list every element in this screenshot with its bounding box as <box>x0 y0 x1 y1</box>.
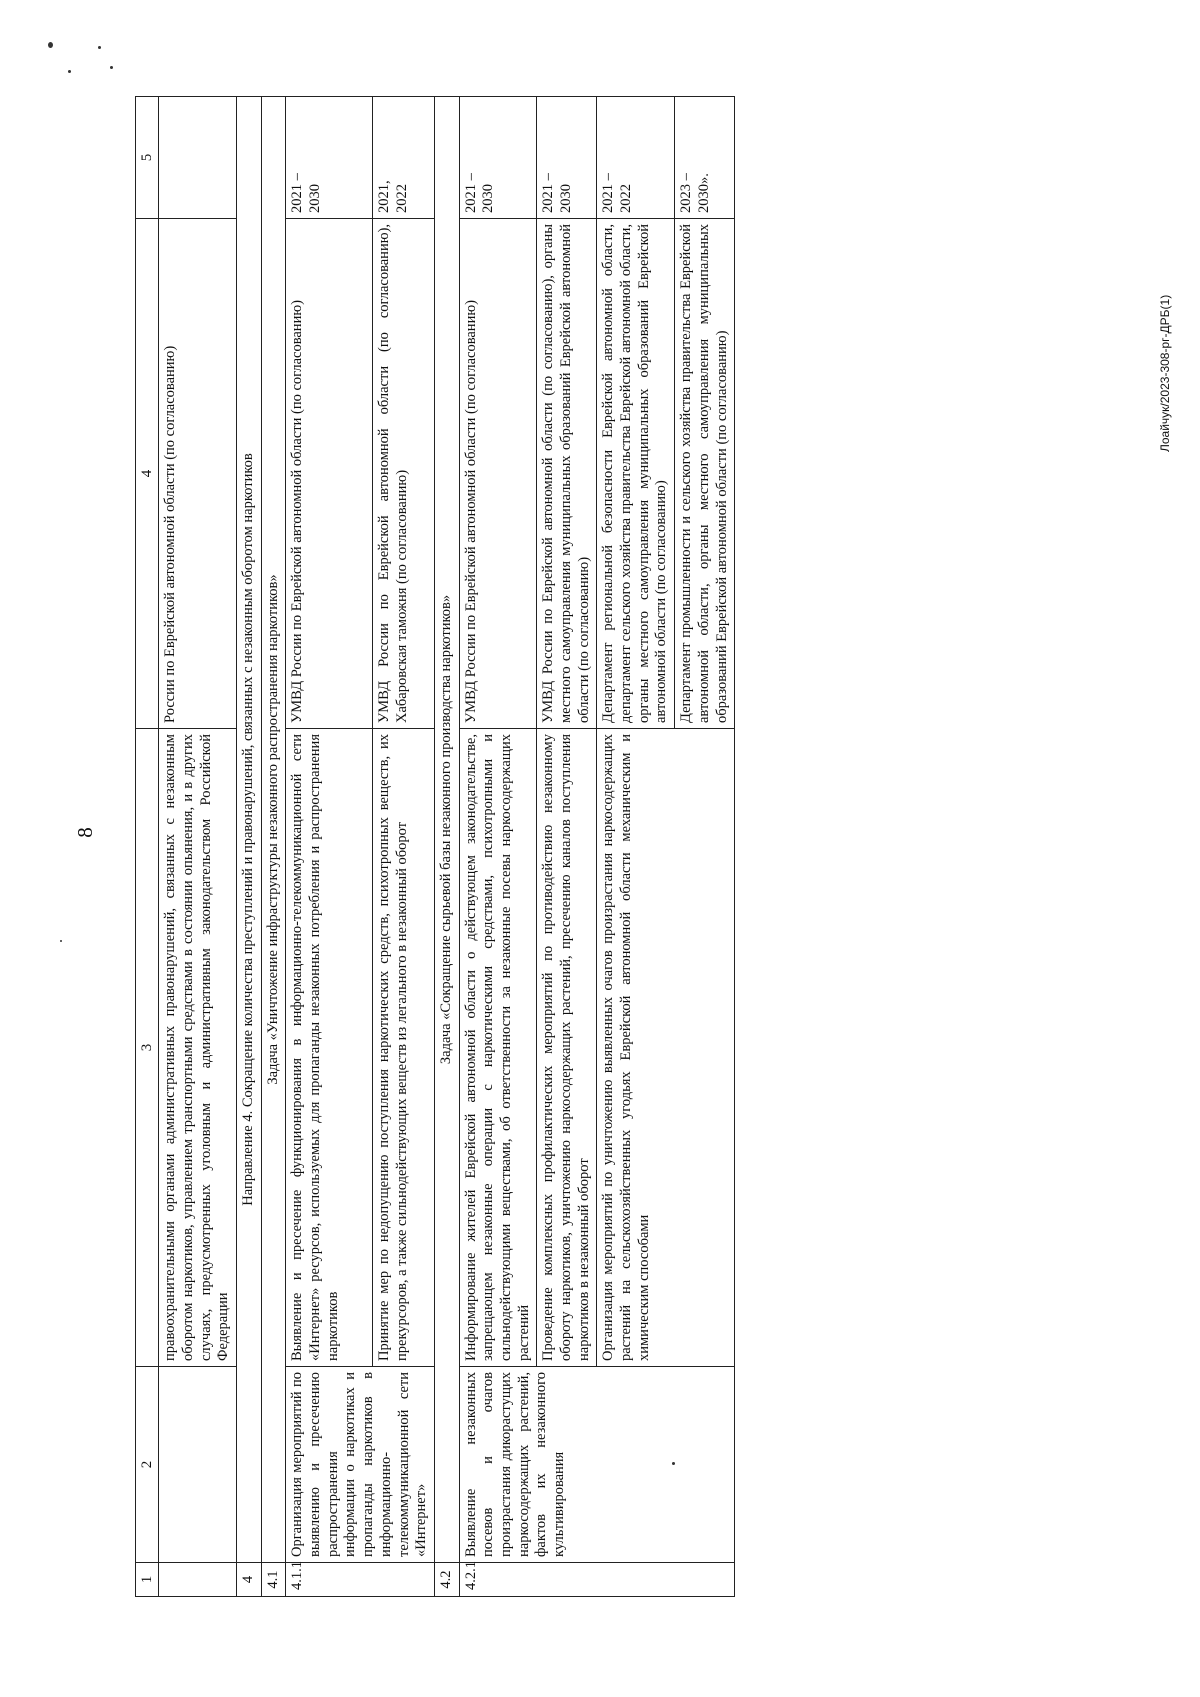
header-col-1: 1 <box>136 1563 159 1597</box>
empty-cell <box>159 1563 237 1597</box>
item-years: 2023 – 2030». <box>675 97 735 219</box>
item-name: Выявление незаконных посевов и очагов произрастания дикорастущих наркосодержащих растений, фактов их незаконного культивирования <box>459 1367 735 1563</box>
item-years: 2021, 2022 <box>373 97 434 219</box>
item-executor: УМВД России по Еврейской автономной области (по согласованию), органы местного самоуправления муниципальных образований Еврейской автономной области (по согласованию) <box>537 219 597 729</box>
item-measure: Принятие мер по недопущению поступления наркотических средств, психотропных веществ, их прекурсоров, а также сильнодействующих веществ из легального в незаконный оборот <box>373 729 434 1367</box>
item-name: Организация мероприятий по выявлению и пресечению распространения информации о наркотиках и пропаганды наркотиков в информационно-телекоммуникационной сети «Интернет» <box>286 1367 435 1563</box>
scan-speck <box>98 46 101 49</box>
scan-speck <box>60 940 62 942</box>
item-measure: Организация мероприятий по уничтожению выявленных очагов произрастания наркосодержащих растений на сельскохозяйственных угодьях Еврейской автономной области механическим и химическим способами <box>597 729 735 1367</box>
task-row <box>261 97 286 1597</box>
task-title: Задача «Сокращение сырьевой базы незаконного производства наркотиков» <box>434 97 459 1563</box>
measures-table <box>135 96 735 1597</box>
item-years: 2021 – 2022 <box>597 97 675 219</box>
header-row <box>136 97 159 1597</box>
header-col-4: 4 <box>136 219 159 729</box>
empty-cell <box>159 97 237 219</box>
item-executor: УМВД России по Еврейской автономной области (по согласованию), Хабаровская таможня (по согласованию) <box>373 219 434 729</box>
footer-code: Лоайчук/2023-308-рг-ДРБ(1) <box>1158 294 1172 452</box>
item-row <box>459 97 537 1597</box>
item-executor: УМВД России по Еврейской автономной области (по согласованию) <box>459 219 537 729</box>
header-col-5: 5 <box>136 97 159 219</box>
header-col-3: 3 <box>136 729 159 1367</box>
item-row <box>286 97 373 1597</box>
header-col-2: 2 <box>136 1367 159 1563</box>
item-years: 2021 – 2030 <box>459 97 537 219</box>
task-title: Задача «Уничтожение инфраструктуры незаконного распространения наркотиков» <box>261 97 286 1563</box>
scan-speck <box>110 66 113 69</box>
item-measure: Выявление и пресечение функционирования в информационно-телекоммуникационной сети «Интернет» ресурсов, используемых для пропаганды незаконных потребления и распространения наркотиков <box>286 729 373 1367</box>
scan-speck <box>68 70 71 73</box>
item-measure: Информирование жителей Еврейской автономной области о действующем законодательстве, запрещающем незаконные операции с наркотическими средствами, психотропными и сильнодействующими веществами, об ответственности за незаконные посевы наркосодержащих растений <box>459 729 537 1367</box>
item-years: 2021 – 2030 <box>537 97 597 219</box>
item-years: 2021 – 2030 <box>286 97 373 219</box>
continuation-row <box>159 97 237 1597</box>
item-num: 4.1.1 <box>286 1563 435 1597</box>
item-executor: Департамент региональной безопасности Еврейской автономной области, департамент сельского хозяйства правительства Еврейской автономной области, органы местного самоуправления муниципальных образований Еврейской автономной области (по согласованию) <box>597 219 675 729</box>
scan-speck <box>48 42 53 48</box>
task-row <box>434 97 459 1597</box>
task-num: 4.2 <box>434 1563 459 1597</box>
item-executor: Департамент промышленности и сельского хозяйства правительства Еврейской автономной области, органы местного самоуправления муниципальных образований Еврейской автономной области (по согласованию) <box>675 219 735 729</box>
rotated-table-container <box>135 97 1135 1597</box>
cont-executor: России по Еврейской автономной области (по согласованию) <box>159 219 237 729</box>
direction-title: Направление 4. Сокращение количества преступлений и правонарушений, связанных с незаконным оборотом наркотиков <box>237 97 262 1563</box>
item-num: 4.2.1 <box>459 1563 735 1597</box>
direction-num: 4 <box>237 1563 262 1597</box>
page-number: 8 <box>72 827 97 838</box>
empty-cell <box>159 1367 237 1563</box>
item-measure: Проведение комплексных профилактических мероприятий по противодействию незаконному обороту наркотиков, уничтожению наркосодержащих растений, пресечению каналов поступления наркотиков в незаконный оборот <box>537 729 597 1367</box>
item-executor: УМВД России по Еврейской автономной области (по согласованию) <box>286 219 373 729</box>
task-num: 4.1 <box>261 1563 286 1597</box>
cont-measure: правоохранительными органами административных правонарушений, связанных с незаконным оборотом наркотиков, управлением транспортными средствами в состоянии опьянения, и в других случаях, предусмотренных уголовным и административным законодательством Российской Федерации <box>159 729 237 1367</box>
direction-row <box>237 97 262 1597</box>
